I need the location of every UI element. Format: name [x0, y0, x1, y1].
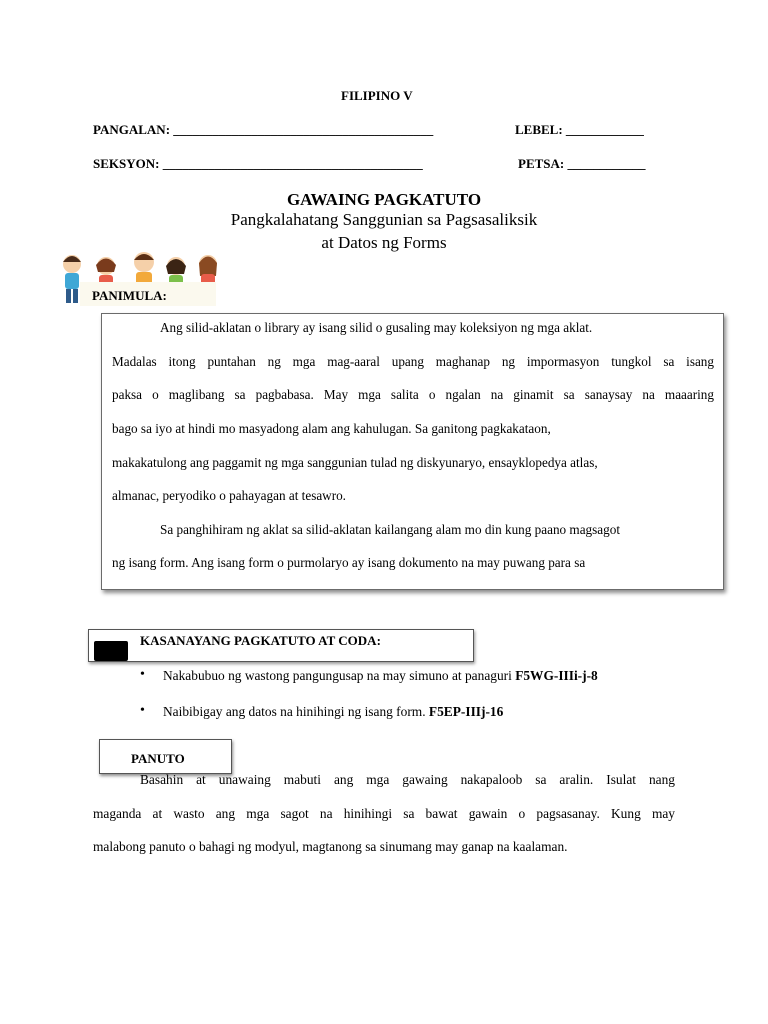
- panuto-line-3: malabong panuto o bahagi ng modyul, magtanong sa sinumang may ganap na kaalaman.: [93, 839, 568, 854]
- kasanayan-label: KASANAYANG PAGKATUTO AT CODA:: [140, 633, 381, 648]
- panuto-line-2: maganda at wasto ang mga sagot na hinihingi sa bawat gawain o pagsasanay. Kung may: [93, 806, 675, 821]
- competency-text: Naibibigay ang datos na hinihingi ng isang form.: [163, 704, 429, 719]
- intro-line-5: makakatulong ang paggamit ng mga sanggunian tulad ng diskyunaryo, ensayklopedya atlas,: [112, 455, 598, 470]
- intro-line-6: almanac, peryodiko o pahayagan at tesawro.: [112, 488, 346, 503]
- intro-line-3: paksa o maglibang sa pagbabasa. May mga salita o ngalan na ginamit sa sanaysay na maaaring: [112, 387, 714, 402]
- intro-line-4: bago sa iyo at hindi mo masyadong alam ang kahulugan. Sa ganitong pagkakataon,: [112, 421, 551, 436]
- intro-line-7: Sa panghihiram ng aklat sa silid-aklatan kailangang alam mo din kung paano magsagot: [160, 522, 620, 537]
- competency-item-2: [163, 704, 503, 720]
- petsa-field: PETSA: ____________: [518, 156, 646, 171]
- lebel-field: LEBEL: ____________: [515, 122, 644, 137]
- activity-subtitle-2: at Datos ng Forms: [321, 233, 447, 252]
- panuto-line-1: Basahin at unawaing mabuti ang mga gawaing nakapaloob sa aralin. Isulat nang: [140, 772, 675, 787]
- competency-code: F5EP-IIIj-16: [428, 704, 504, 719]
- seksyon-field: SEKSYON: ________________________________________: [93, 156, 423, 171]
- intro-line-1: Ang silid-aklatan o library ay isang silid o gusaling may koleksiyon ng mga aklat.: [160, 320, 593, 335]
- intro-line-2: Madalas itong puntahan ng mga mag-aaral upang maghanap ng impormasyon tungkol sa isang: [112, 354, 714, 369]
- activity-subtitle: Pangkalahatang Sanggunian sa Pagsasaliksik: [230, 210, 538, 229]
- pangalan-field: PANGALAN: ________________________________________: [93, 122, 434, 137]
- activity-title: GAWAING PAGKATUTO: [286, 190, 482, 209]
- competency-item-1: [163, 668, 598, 684]
- panuto-label: PANUTO: [131, 751, 185, 766]
- competency-code: F5WG-IIIi-j-8: [515, 668, 598, 683]
- bullet-icon: •: [140, 703, 145, 718]
- intro-line-8: ng isang form. Ang isang form o purmolaryo ay isang dokumento na may puwang para sa: [112, 555, 586, 570]
- competency-text: Nakabubuo ng wastong pangungusap na may simuno at panaguri: [163, 668, 516, 683]
- panimula-label: PANIMULA:: [80, 282, 216, 306]
- subject-title: FILIPINO V: [341, 88, 413, 103]
- bullet-icon: •: [140, 667, 145, 682]
- black-tab-decoration: [94, 641, 128, 661]
